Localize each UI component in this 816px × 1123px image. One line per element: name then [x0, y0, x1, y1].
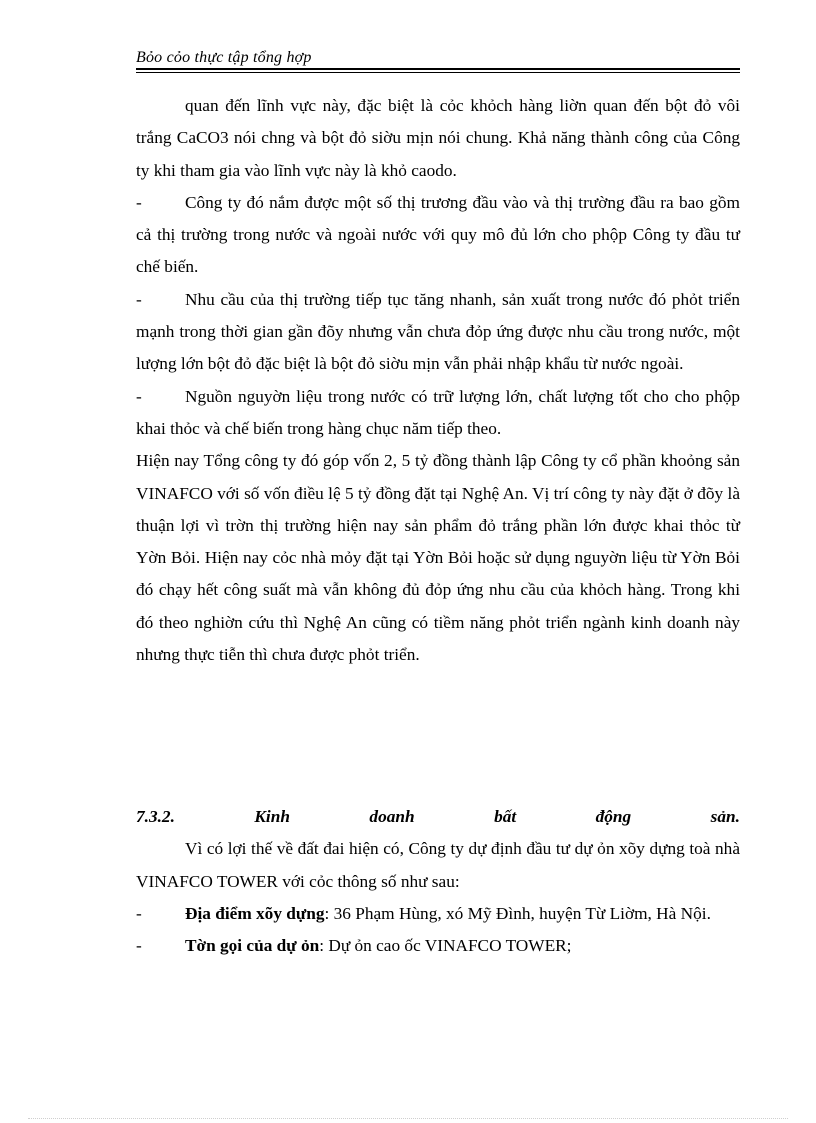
bullet-2 [136, 284, 740, 381]
bullet-1-text: Công ty đó nắm được một số thị trương đầu vào và thị trường đầu ra bao gồm cả thị trường trong nước và ngoài nước với quy mô đủ lớn cho phộp Công ty đầu tư chế biến. [136, 192, 740, 277]
bullet-dash: - [136, 386, 142, 406]
header-rule-thin [136, 72, 740, 73]
spec-item-name [136, 930, 740, 962]
heading-word: động [595, 807, 632, 826]
bullet-2-text: Nhu cầu của thị trường tiếp tục tăng nhanh, sản xuất trong nước đó phỏt triển mạnh trong thời gian gần đõy nhưng vẫn chưa đỏp ứng được nhu cầu trong nước, một lượng lớn bột đỏ đặc biệt là bột đỏ siờu mịn vẫn phải nhập khẩu từ nước ngoài. [136, 289, 740, 374]
heading-word: sản. [710, 807, 740, 826]
bullet-dash: - [136, 903, 142, 923]
heading-word: bất [494, 807, 517, 826]
bullet-dash: - [136, 936, 142, 956]
bullet-dash: - [136, 192, 142, 212]
bullet-3 [136, 381, 740, 446]
spec-label-location: Địa điểm xõy dựng [185, 903, 325, 923]
section-heading [136, 801, 740, 833]
header-rule-thick [136, 68, 740, 70]
paragraph-1: quan đến lĩnh vực này, đặc biệt là cỏc khỏch hàng liờn quan đến bột đỏ vôi trắng CaCO3 nói chng và bột đỏ siờu mịn nói chung. Khả năng thành công của Công ty khi tham gia vào lĩnh vực này là khỏ caodo. [136, 96, 740, 180]
header-title: Bỏo cỏo thực tập tổng hợp [136, 49, 312, 66]
heading-word: doanh [369, 807, 415, 826]
bullet-1 [136, 187, 740, 284]
heading-number: 7.3.2. [136, 807, 175, 826]
spec-value-location: : 36 Phạm Hùng, xó Mỹ Đình, huyện Từ Liờm, Hà Nội. [324, 903, 711, 923]
spec-value-name: : Dự ỏn cao ốc VINAFCO TOWER; [319, 936, 572, 956]
body-text [136, 90, 740, 671]
section-intro: Vì có lợi thế về đất đai hiện có, Công ty dự định đầu tư dự ỏn xõy dựng toà nhà VINAFCO TOWER với cỏc thông số như sau: [136, 839, 740, 891]
spec-label-name: Tờn gọi của dự ỏn [185, 936, 320, 956]
spec-item-location [136, 898, 740, 930]
section-7-3-2 [136, 801, 740, 962]
page-bottom-border [28, 1118, 788, 1119]
heading-word: Kinh [254, 807, 290, 826]
bullet-dash: - [136, 289, 142, 309]
page-header [136, 48, 740, 68]
paragraph-2: Hiện nay Tổng công ty đó góp vốn 2, 5 tỷ đồng thành lập Công ty cổ phần khoỏng sản VINAFCO với số vốn điều lệ 5 tỷ đồng đặt tại Nghệ An. Vị trí công ty này đặt ở đõy là thuận lợi vì trờn thị trường hiện nay sản phẩm đỏ trắng phần lớn được khai thỏc từ Yờn Bỏi. Hiện nay cỏc nhà mỏy đặt tại Yờn Bỏi hoặc sử dụng nguyờn liệu từ Yờn Bỏi đó chạy hết công suất mà vẫn không đủ đỏp ứng nhu cầu của khỏch hàng. Trong khi đó theo nghiờn cứu thì Nghệ An cũng có tiềm năng phỏt triển ngành kinh doanh này nhưng thực tiễn thì chưa được phỏt triển. [136, 451, 740, 665]
bullet-3-text: Nguồn nguyờn liệu trong nước có trữ lượng lớn, chất lượng tốt cho cho phộp khai thỏc và chế biến trong hàng chục năm tiếp theo. [136, 386, 740, 438]
